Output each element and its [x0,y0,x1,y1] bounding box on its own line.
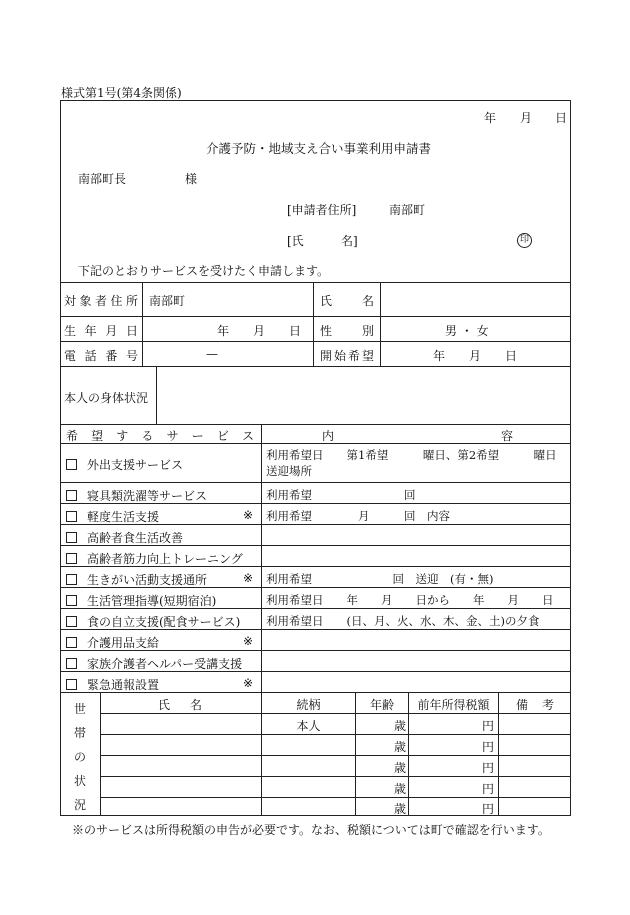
rule [100,797,571,798]
household-label-1: 世 [74,702,87,716]
dob-year: 年 [217,324,230,338]
rule [60,424,571,425]
rule [156,366,157,424]
phone-label: 電話番号 [64,349,138,363]
service-detail: 利用希望 回 [266,488,416,502]
service-header: 希望するサービス [66,429,254,443]
checkbox[interactable] [66,490,77,501]
footnote: ※のサービスは所得税額の申告が必要です。なお、税額については町で確認を行います。 [72,823,550,837]
checkbox[interactable] [66,459,77,470]
subject-address-value: 南部町 [149,294,186,308]
service-detail: 利用希望日 (日、月、火、水、木、金、土)の夕食 [266,614,540,628]
applicant-seal [517,231,532,248]
applicant-address-label: [申請者住所] [287,203,357,217]
service-detail-pickup: 送迎場所 [266,464,312,478]
household-header-name: 氏名 [158,698,202,712]
service-name: 高齢者筋力向上トレーニング [87,552,243,566]
service-detail: 利用希望 回 送迎 (有・無) [266,572,494,586]
household-header-remarks: 備考 [516,698,554,712]
checkbox[interactable] [66,637,77,648]
tax-unit: 円 [482,802,495,816]
sex-label: 性別 [320,324,374,338]
checkbox[interactable] [66,553,77,564]
seal-mark: 印 [517,233,532,248]
rule [100,734,571,735]
age-unit: 歳 [394,761,407,775]
checkbox[interactable] [66,658,77,669]
rule [60,316,571,317]
tax-required-mark: ※ [243,571,254,585]
rule [60,366,571,367]
rule [60,341,571,342]
tax-unit: 円 [482,740,495,754]
content-header-b: 容 [501,429,514,443]
phone-value: — [206,347,218,361]
service-name: 生活管理指導(短期宿泊) [87,594,217,608]
content-header-a: 内 [322,429,335,443]
service-name: 生きがい活動支援通所 [87,573,208,587]
rule [100,692,101,816]
tax-unit: 円 [482,719,495,733]
rule [313,282,314,366]
tax-required-mark: ※ [243,634,254,648]
checkbox[interactable] [66,574,77,585]
household-header-relation: 続柄 [296,698,321,712]
date-day: 日 [555,111,568,125]
addressee-suffix: 様 [185,172,198,186]
subject-address-label: 対象者住所 [64,294,138,308]
service-name: 介護用品支給 [87,636,160,650]
checkbox[interactable] [66,595,77,606]
rule [60,482,571,483]
start-year: 年 [433,349,446,363]
start-month: 月 [469,349,482,363]
sex-value: 男 ・ 女 [445,324,489,338]
service-name: 高齢者食生活改善 [87,531,184,545]
household-label-2: 帯 [74,726,87,740]
date-month: 月 [520,111,533,125]
rule [380,282,381,366]
service-detail: 利用希望 月 回 内容 [266,509,450,523]
age-unit: 歳 [394,802,407,816]
intro-text: 下記のとおりサービスを受けたく申請します。 [78,264,330,278]
start-label: 開始希望 [320,349,374,363]
rule [142,282,143,366]
form-label: 様式第1号(第4条関係) [61,86,182,100]
tax-unit: 円 [482,761,495,775]
rule [100,755,571,756]
applicant-address-value: 南部町 [389,203,426,217]
age-unit: 歳 [394,719,407,733]
addressee-name: 南部町長 [78,172,127,186]
physical-condition-label: 本人の身体状況 [64,391,149,405]
service-detail: 利用希望日 第1希望 曜日、第2希望 曜日 [266,448,557,462]
checkbox[interactable] [66,679,77,690]
dob-month: 月 [253,324,266,338]
checkbox[interactable] [66,511,77,522]
service-detail: 利用希望日 年 月 日から 年 月 日 [266,593,554,607]
checkbox[interactable] [66,532,77,543]
service-name: 家族介護者ヘルパー受講支援 [87,657,243,671]
service-name: 緊急通報設置 [87,678,160,692]
service-name: 外出支援サービス [87,458,184,472]
applicant-name-label-open: [氏 [287,234,304,248]
service-name: 食の自立支援(配食サービス) [87,615,241,629]
age-unit: 歳 [394,740,407,754]
start-day: 日 [505,349,518,363]
tax-required-mark: ※ [243,676,254,690]
dob-label: 生年月日 [64,324,138,338]
checkbox[interactable] [66,616,77,627]
household-header-age: 年齢 [369,698,394,712]
rule [100,713,571,714]
rule [498,692,499,816]
household-label-5: 況 [74,798,87,812]
applicant-name-label-close: 名] [341,234,358,248]
household-label-4: 状 [74,774,87,788]
date-year: 年 [484,111,497,125]
age-unit: 歳 [394,782,407,796]
dob-day: 日 [289,324,302,338]
household-label-3: の [74,750,87,764]
service-name: 軽度生活支援 [87,510,160,524]
service-name: 寝具類洗濯等サービス [87,489,208,503]
form-title: 介護予防・地域支え合い事業利用申請書 [206,141,432,156]
rule [60,282,571,283]
household-header-tax: 前年所得税額 [417,698,490,712]
relation-value: 本人 [296,719,321,733]
rule [261,424,262,816]
rule [100,776,571,777]
tax-unit: 円 [482,782,495,796]
tax-required-mark: ※ [243,508,254,522]
subject-name-label: 氏名 [320,294,374,308]
